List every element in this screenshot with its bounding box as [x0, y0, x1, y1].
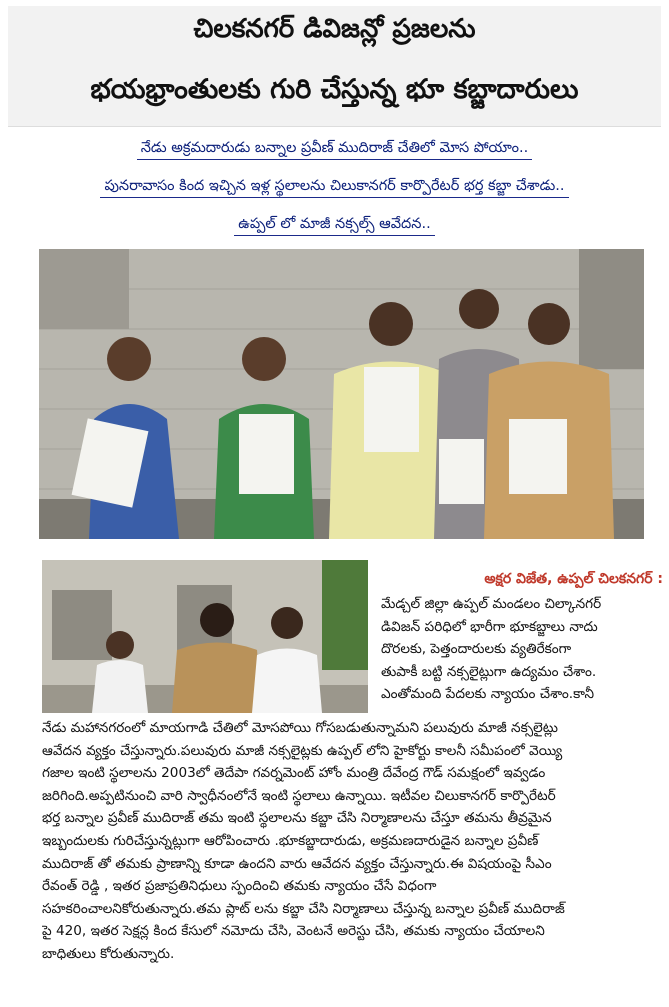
secondary-photo — [42, 560, 368, 713]
main-photo-illustration — [39, 249, 644, 539]
article-line: సహకరించాలనికోరుతున్నారు.తమ ప్లాట్ లను కబ్జా చేసి నిర్మాణాలు చేస్తున్న బన్నాల ప్రవీణ్ ముదిరాజ్ — [42, 900, 565, 917]
main-photo — [39, 249, 644, 539]
subhead-1: నేడు అక్రమదారుడు బన్నాల ప్రవీణ్ ముదిరాజ్ చేతిలో మోస పోయాం.. — [0, 140, 669, 160]
article-body — [42, 717, 662, 966]
subhead-3: ఉప్పల్ లో మాజీ నక్సల్స్ ఆవేదన.. — [0, 216, 669, 236]
article-column — [381, 593, 663, 706]
article-line: మేడ్చల్ జిల్లా ఉప్పల్ మండలం చిల్కానగర్ — [381, 596, 602, 612]
article-line: ఇబ్బందులకు గురిచేస్తున్నట్లుగా ఆరోపించారు .భూకబ్జాదారుడు, అక్రమణదారుడైన బన్నాల ప్రవీణ్ — [42, 832, 539, 849]
article-line: జరిగింది.అప్పటినుంచి వారి స్వాధీనంలోనే ఇంటి స్థలాలు ఉన్నాయి. ఇటీవల చిలుకానగర్ కార్పొరేటర్ — [42, 787, 556, 804]
article-line: రేవంత్ రెడ్డి , ఇతర ప్రజాప్రతినిధులు స్పందించి తమకు న్యాయం చేసే విధంగా — [42, 878, 437, 895]
article-line: ఆవేదన వ్యక్తం చేస్తున్నారు.పలువురు మాజీ నక్సలైట్లకు ఉప్పల్ లోని హైకోర్టు కాలనీ సమీపంలో వెయ్యి — [42, 742, 563, 759]
headline-line-2: భయభ్రాంతులకు గురి చేస్తున్న భూ కబ్జాదారులు — [90, 74, 579, 105]
article-line: భర్త బన్నాల ప్రవీణ్ ముదిరాజ్ తమ ఇంటి స్థలాలను కబ్జా చేసి నిర్మాణాలను చేస్తూ తమను తీవ్రమైన — [42, 810, 552, 827]
secondary-photo-illustration — [42, 560, 368, 713]
article-line: దొరలకు, పెత్తందారులకు వ్యతిరేకంగా — [381, 641, 572, 657]
article-line: పై 420, ఇతర సెక్షన్ల కింద కేసులో నమోదు చేసి, వెంటనే అరెస్టు చేసి, తమకు న్యాయం చేయాలని — [42, 923, 545, 940]
headline-line-1: చిలకనగర్ డివిజన్లో ప్రజలను — [193, 14, 476, 44]
subhead-2: పునరావాసం కింద ఇచ్చిన ఇళ్ల స్థలాలను చిలుకానగర్ కార్పొరేటర్ భర్త కబ్జా చేశాడు.. — [0, 178, 669, 198]
article-line: నేడు మహానగరంలో మాయగాడి చేతిలో మోసపోయి గోసబడుతున్నామని పలువురు మాజీ నక్సలైట్లు — [42, 720, 559, 736]
article-line: ముదిరాజ్ తో తమకు ప్రాణాన్ని కూడా ఉందని వారు ఆవేదన వ్యక్తం చేస్తున్నారు.ఈ విషయంపై సీఎం — [42, 855, 552, 872]
article-line: ఎంతోమంది పేదలకు న్యాయం చేశాం.కానీ — [381, 686, 595, 702]
article-line: డివిజన్ పరిధిలో భారీగా భూకబ్జాలు నాదు — [381, 618, 598, 635]
article-line: తుపాకీ బట్టి నక్సలైట్లుగా ఉద్యమం చేశాం. — [381, 663, 597, 680]
article-line: బాధితులు కోరుతున్నారు. — [42, 945, 175, 962]
article-line: గజాల ఇంటి స్థలాలను 2003లో తెదేపా గవర్నమెంట్ హోం మంత్రి దేవేంద్ర గౌడ్ సమక్షంలో ఇవ్వడం — [42, 765, 546, 782]
dateline: అక్షర విజేత, ఉప్పల్ చిలకనగర్ : — [484, 571, 663, 587]
